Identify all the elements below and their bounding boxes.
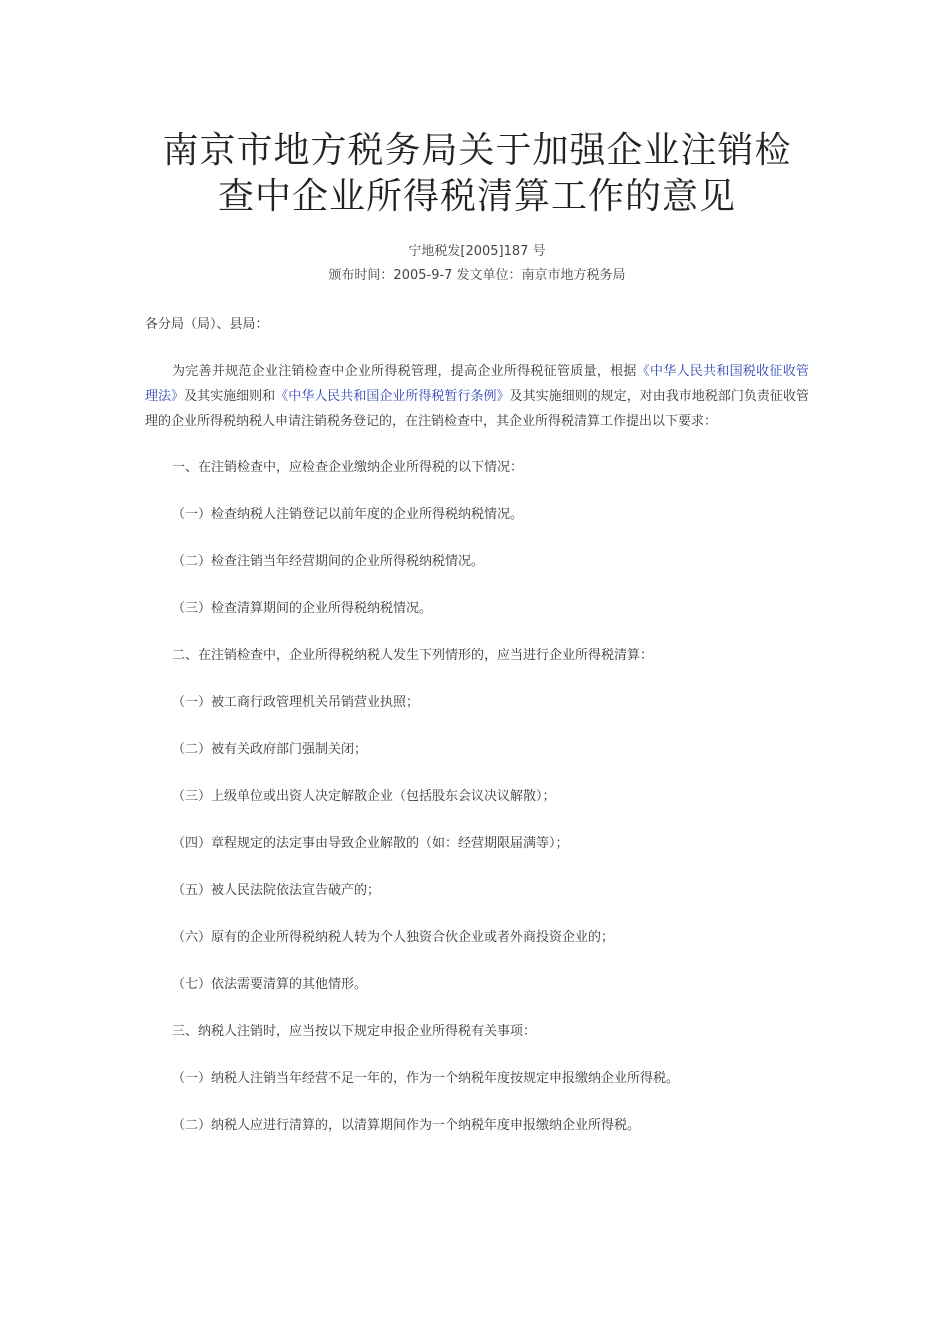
intro-text-2: 及其实施细则和 <box>184 389 276 404</box>
list-item: （一）被工商行政管理机关吊销营业执照； <box>172 695 420 710</box>
list-item: （二）检查注销当年经营期间的企业所得税纳税情况。 <box>172 554 485 569</box>
section-heading-2: 二、在注销检查中，企业所得税纳税人发生下列情形的，应当进行企业所得税清算： <box>172 648 654 663</box>
intro-text-3: 及其实施细则的规定，对由我市地税部门负责征收管理的企业所得税纳税人申请注销税务登记的，在注销检查中，其企业所得税清算工作提出以下要求： <box>145 389 809 429</box>
list-item: （三）检查清算期间的企业所得税纳税情况。 <box>172 601 433 616</box>
section-heading-1: 一、在注销检查中，应检查企业缴纳企业所得税的以下情况： <box>172 460 524 475</box>
list-item: （七）依法需要清算的其他情形。 <box>172 977 368 992</box>
issue-info: 颁布时间：2005-9-7 发文单位：南京市地方税务局 <box>328 268 626 283</box>
intro-text-1: 为完善并规范企业注销检查中企业所得税管理，提高企业所得税征管质量，根据 <box>172 364 637 379</box>
list-item: （三）上级单位或出资人决定解散企业（包括股东会议决议解散）； <box>172 789 556 804</box>
document-page <box>145 128 809 1138</box>
list-item: （四）章程规定的法定事由导致企业解散的（如：经营期限届满等）； <box>172 836 569 851</box>
list-item: （二）纳税人应进行清算的，以清算期间作为一个纳税年度申报缴纳企业所得税。 <box>172 1118 641 1133</box>
list-item: （五）被人民法院依法宣告破产的； <box>172 883 381 898</box>
document-title <box>145 128 809 220</box>
section-heading-3: 三、纳税人注销时，应当按以下规定申报企业所得税有关事项： <box>172 1024 537 1039</box>
title-line-1: 南京市地方税务局关于加强企业注销检 <box>162 130 792 171</box>
list-item: （一）检查纳税人注销登记以前年度的企业所得税纳税情况。 <box>172 507 524 522</box>
salutation: 各分局（局）、县局： <box>145 317 269 332</box>
list-item: （一）纳税人注销当年经营不足一年的，作为一个纳税年度按规定申报缴纳企业所得税。 <box>172 1071 680 1086</box>
document-number: 宁地税发[2005]187 号 <box>408 244 546 259</box>
list-item: （六）原有的企业所得税纳税人转为个人独资合伙企业或者外商投资企业的； <box>172 930 615 945</box>
intro-paragraph <box>145 359 809 434</box>
list-item: （二）被有关政府部门强制关闭； <box>172 742 368 757</box>
enterprise-income-tax-regulation-link[interactable]: 《中华人民共和国企业所得税暂行条例》 <box>275 389 510 404</box>
tax-collection-law-link[interactable]: 《中华人民共和国税收征收管理法》 <box>145 364 809 404</box>
title-line-2: 查中企业所得税清算工作的意见 <box>217 176 736 217</box>
